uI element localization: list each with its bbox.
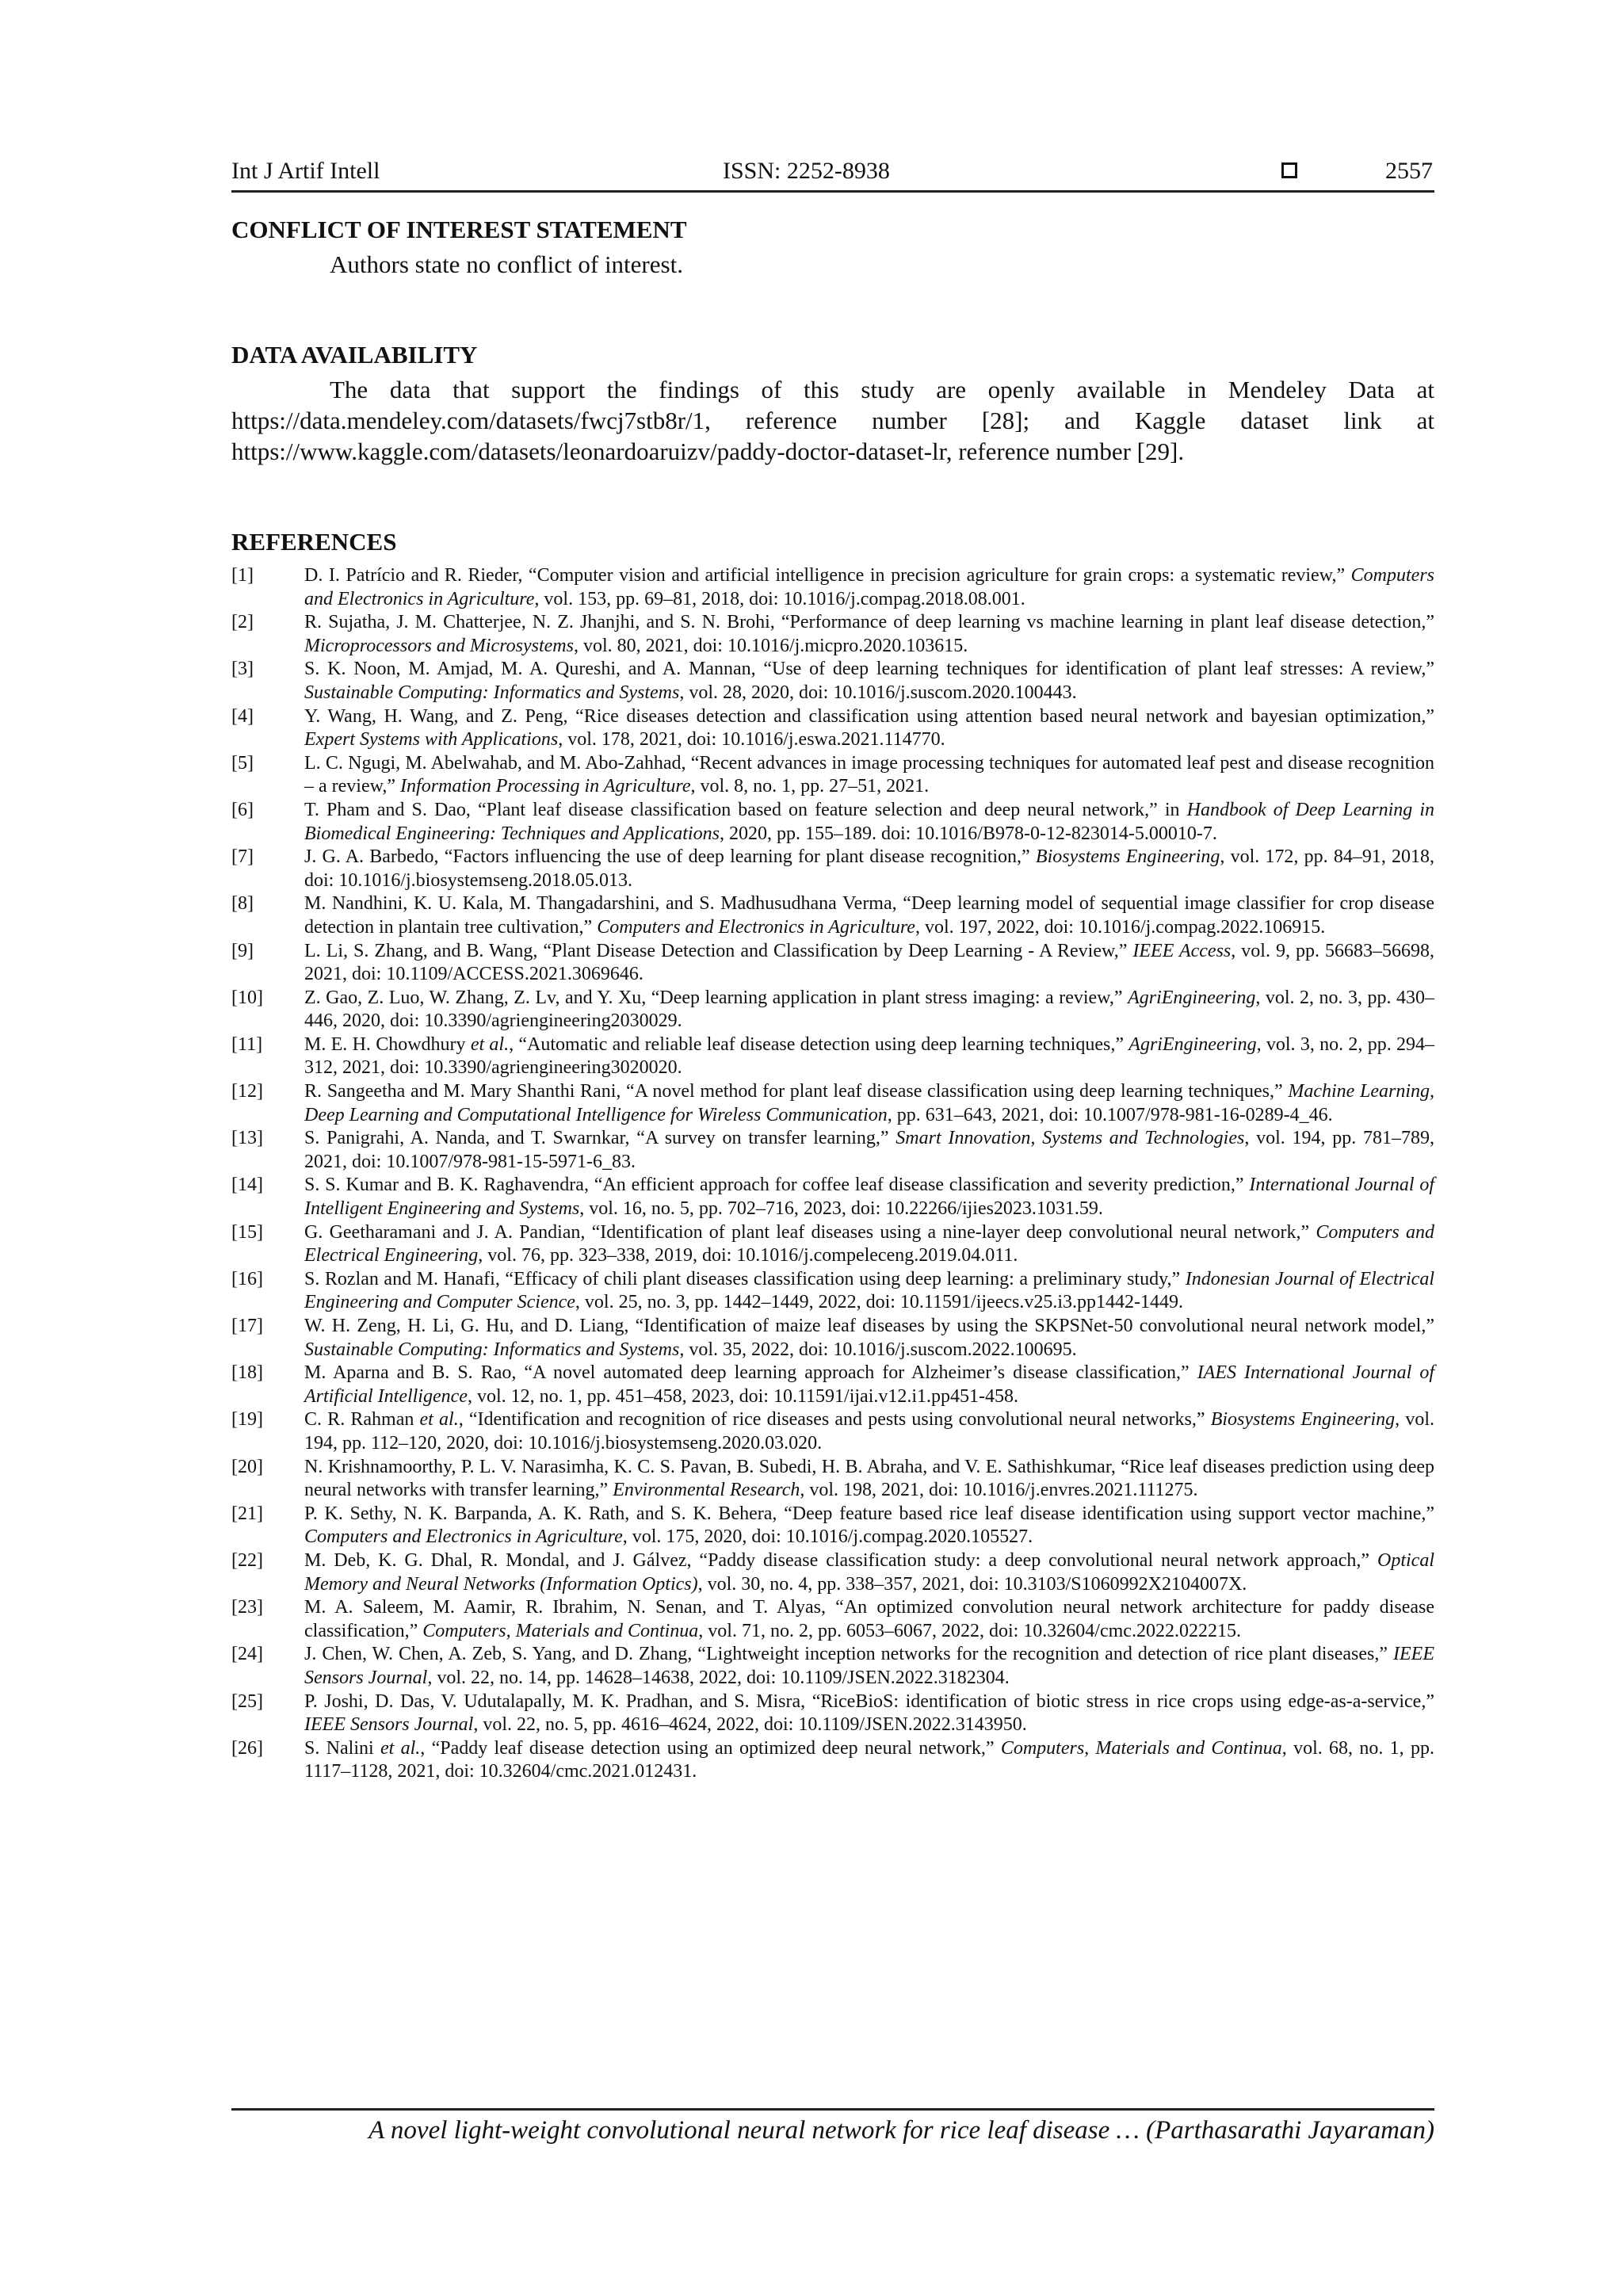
reference-text (304, 1174, 1434, 1221)
reference-number: [11] (231, 1033, 263, 1055)
reference-details: , pp. 631–643, 2021, doi: 10.1007/978-981-16-0289-4_46. (887, 1104, 1333, 1125)
reference-details: , vol. 2, no. 3, pp. 430–446, 2020, doi: 10.3390/agriengineering2030029. (304, 987, 1434, 1032)
reference-venue: Computers and Electronics in Agriculture (304, 565, 1434, 609)
footer-divider (231, 2108, 1434, 2111)
reference-venue: Computers and Electrical Engineering (304, 1221, 1434, 1266)
reference-number: [20] (231, 1456, 263, 1477)
reference-authors-title: D. I. Patrício and R. Rieder, “Computer vision and artificial intelligence in precision agriculture for grain crops: a systematic review,” (304, 565, 1351, 586)
reference-details: , vol. 68, no. 1, pp. 1117–1128, 2021, doi: 10.32604/cmc.2021.012431. (304, 1737, 1434, 1782)
reference-authors-title: N. Krishnamoorthy, P. L. V. Narasimha, K. C. S. Pavan, B. Subedi, H. B. Abraha, and V. E. Sathishkumar, “Rice leaf diseases prediction using deep neural networks with transfer learning,” (304, 1456, 1434, 1501)
reference-details: , vol. 9, pp. 56683–56698, 2021, doi: 10.1109/ACCESS.2021.3069646. (304, 940, 1434, 985)
reference-text (304, 1408, 1434, 1455)
reference-authors-title: J. G. A. Barbedo, “Factors influencing the use of deep learning for plant disease recognition,” (304, 846, 1036, 868)
reference-number: [19] (231, 1409, 263, 1431)
reference-item (231, 1643, 1434, 1690)
reference-text (304, 611, 1434, 658)
reference-text (304, 705, 1434, 752)
reference-details: , vol. 153, pp. 69–81, 2018, doi: 10.1016/j.compag.2018.08.001. (534, 588, 1025, 609)
reference-authors-title: S. Rozlan and M. Hanafi, “Efficacy of chili plant diseases classification using deep learning: a preliminary study,” (304, 1268, 1186, 1289)
reference-number: [23] (231, 1597, 263, 1618)
reference-title: , “Paddy leaf disease detection using an optimized deep neural network,” (420, 1737, 1001, 1759)
reference-item (231, 892, 1434, 939)
reference-venue: AgriEngineering (1128, 1033, 1257, 1055)
reference-number: [2] (231, 612, 254, 633)
reference-text (304, 846, 1434, 892)
reference-number: [15] (231, 1221, 263, 1243)
reference-venue: IAES International Journal of Artificial Intelligence (304, 1362, 1435, 1407)
reference-details: , 2020, pp. 155–189. doi: 10.1016/B978-0-12-823014-5.00010-7. (719, 823, 1217, 844)
reference-text (304, 1737, 1434, 1784)
reference-details: , vol. 16, no. 5, pp. 702–716, 2023, doi: 10.22266/ijies2023.1031.59. (579, 1198, 1103, 1220)
reference-et-al: et al. (380, 1737, 421, 1759)
reference-text (304, 1221, 1434, 1268)
reference-venue: International Journal of Intelligent Engineering and Systems (304, 1175, 1434, 1220)
reference-venue: IEEE Access (1132, 940, 1232, 961)
reference-details: , vol. 178, 2021, doi: 10.1016/j.eswa.2021.114770. (558, 729, 945, 751)
reference-text (304, 1080, 1434, 1127)
reference-item (231, 1221, 1434, 1268)
reference-authors-title: Z. Gao, Z. Luo, W. Zhang, Z. Lv, and Y. Xu, “Deep learning application in plant stress imaging: a review,” (304, 987, 1128, 1008)
reference-text (304, 752, 1434, 799)
reference-authors-title: L. C. Ngugi, M. Abelwahab, and M. Abo-Zahhad, “Recent advances in image processing techniques for automated leaf pest and disease recognition – a review,” (304, 752, 1434, 797)
reference-authors-title: S. S. Kumar and B. K. Raghavendra, “An efficient approach for coffee leaf disease classification and severity prediction,” (304, 1175, 1250, 1196)
reference-item (231, 846, 1434, 892)
reference-venue: Environmental Research (613, 1480, 800, 1501)
reference-number: [4] (231, 705, 254, 727)
reference-authors-title: M. A. Saleem, M. Aamir, R. Ibrahim, N. Senan, and T. Alyas, “An optimized convolution neural network architecture for paddy disease classification,” (304, 1597, 1434, 1641)
reference-text (304, 658, 1434, 705)
references-heading: REFERENCES (231, 528, 397, 556)
reference-venue: Sustainable Computing: Informatics and Systems (304, 1339, 680, 1360)
reference-venue: Optical Memory and Neural Networks (Information Optics) (304, 1549, 1434, 1595)
reference-number: [16] (231, 1268, 263, 1289)
reference-item (231, 1315, 1434, 1362)
reference-number: [18] (231, 1362, 263, 1384)
reference-item (231, 658, 1434, 705)
reference-authors-title: L. Li, S. Zhang, and B. Wang, “Plant Disease Detection and Classification by Deep Learning - A Review,” (304, 940, 1133, 961)
reference-text (304, 1362, 1434, 1408)
reference-authors-title: P. K. Sethy, N. K. Barpanda, A. K. Rath, and S. K. Behera, “Deep feature based rice leaf disease identification using support vector machine,” (304, 1503, 1434, 1524)
reference-text (304, 799, 1434, 846)
reference-item (231, 1456, 1434, 1503)
reference-title: , “Automatic and reliable leaf disease detection using deep learning techniques,” (509, 1033, 1129, 1055)
reference-text (304, 1033, 1434, 1080)
reference-authors-title: G. Geetharamani and J. A. Pandian, “Identification of plant leaf diseases using a nine-layer deep convolutional neural network,” (304, 1221, 1316, 1243)
reference-item (231, 799, 1434, 846)
reference-item (231, 705, 1434, 752)
reference-authors-title: M. Deb, K. G. Dhal, R. Mondal, and J. Gálvez, “Paddy disease classification study: a deep convolutional neural network approach,” (304, 1549, 1377, 1571)
reference-venue: Computers, Materials and Continua (1000, 1737, 1282, 1759)
conflict-paragraph (231, 249, 1434, 280)
reference-venue: Computers, Materials and Continua (422, 1620, 699, 1641)
reference-authors-title: W. H. Zeng, H. Li, G. Hu, and D. Liang, “Identification of maize leaf diseases by using the SKPSNet-50 convolutional neural network model,” (304, 1316, 1434, 1336)
reference-number: [7] (231, 846, 254, 868)
reference-list (231, 564, 1434, 1784)
reference-venue: Handbook of Deep Learning in Biomedical Engineering: Techniques and Applications (304, 799, 1435, 844)
reference-authors-title: M. Nandhini, K. U. Kala, M. Thangadarshini, and S. Madhusudhana Verma, “Deep learning model of sequential image classifier for crop disease detection in plantain tree cultivation,” (304, 893, 1434, 938)
reference-item (231, 940, 1434, 987)
reference-title: , “Identification and recognition of rice diseases and pests using convolutional neural networks,” (458, 1409, 1211, 1431)
reference-venue: Biosystems Engineering (1035, 846, 1220, 868)
reference-venue: Expert Systems with Applications (304, 729, 559, 751)
reference-number: [13] (231, 1128, 263, 1149)
reference-item (231, 1362, 1434, 1408)
reference-venue: AgriEngineering (1128, 987, 1256, 1008)
reference-authors-title: R. Sangeetha and M. Mary Shanthi Rani, “A novel method for plant leaf disease classification using deep learning techniques,” (304, 1081, 1289, 1102)
reference-authors-title: S. Panigrahi, A. Nanda, and T. Swarnkar, “A survey on transfer learning,” (304, 1128, 896, 1149)
reference-venue: Computers and Electronics in Agriculture (597, 916, 915, 938)
reference-venue: Information Processing in Agriculture (400, 776, 691, 797)
reference-venue: Sustainable Computing: Informatics and Systems (304, 682, 680, 703)
reference-text (304, 1503, 1434, 1549)
reference-details: , vol. 3, no. 2, pp. 294–312, 2021, doi: 10.3390/agriengineering3020020. (304, 1033, 1434, 1079)
reference-number: [26] (231, 1737, 263, 1759)
reference-item (231, 752, 1434, 799)
reference-authors-title: S. K. Noon, M. Amjad, M. A. Qureshi, and A. Mannan, “Use of deep learning techniques for identification of plant leaf stresses: A review,” (304, 659, 1434, 680)
reference-item (231, 1690, 1434, 1737)
reference-details: , vol. 172, pp. 84–91, 2018, doi: 10.1016/j.biosystemseng.2018.05.013. (304, 846, 1435, 891)
reference-authors-title: J. Chen, W. Chen, A. Zeb, S. Yang, and D. Zhang, “Lightweight inception networks for the recognition and detection of rice plant diseases,” (304, 1644, 1394, 1665)
reference-details: , vol. 25, no. 3, pp. 1442–1449, 2022, doi: 10.11591/ijeecs.v25.i3.pp1442-1449. (575, 1292, 1183, 1313)
reference-authors-title: S. Nalini (304, 1737, 380, 1759)
reference-item (231, 1503, 1434, 1549)
reference-item (231, 1549, 1434, 1596)
issn: ISSN: 2252-8938 (723, 158, 890, 184)
reference-number: [10] (231, 987, 263, 1008)
reference-details: , vol. 8, no. 1, pp. 27–51, 2021. (690, 776, 930, 797)
conflict-heading: CONFLICT OF INTEREST STATEMENT (231, 216, 687, 243)
reference-item (231, 1080, 1434, 1127)
reference-details: , vol. 197, 2022, doi: 10.1016/j.compag.2022.106915. (915, 916, 1326, 938)
reference-venue: Indonesian Journal of Electrical Engineering and Computer Science (304, 1268, 1435, 1313)
reference-number: [5] (231, 752, 254, 774)
reference-number: [24] (231, 1644, 263, 1665)
reference-number: [8] (231, 893, 254, 915)
reference-venue: IEEE Sensors Journal (304, 1714, 474, 1736)
page-header (231, 155, 1434, 193)
reference-text (304, 940, 1434, 987)
reference-number: [25] (231, 1690, 263, 1712)
reference-text (304, 564, 1434, 611)
reference-item (231, 1596, 1434, 1643)
reference-text (304, 1127, 1434, 1174)
reference-number: [6] (231, 799, 254, 820)
reference-venue: Smart Innovation, Systems and Technologies (896, 1128, 1245, 1149)
reference-item (231, 1408, 1434, 1455)
reference-authors-title: R. Sujatha, J. M. Chatterjee, N. Z. Jhanjhi, and S. N. Brohi, “Performance of deep learning vs machine learning in plant leaf disease detection,” (304, 612, 1434, 633)
running-title: A novel light-weight convolutional neural network for rice leaf disease … (Parthasarathi Jayaraman) (369, 2116, 1434, 2145)
reference-number: [21] (231, 1503, 263, 1524)
reference-text (304, 1549, 1434, 1596)
reference-item (231, 611, 1434, 658)
reference-number: [9] (231, 940, 254, 961)
data-availability-text: The data that support the findings of this study are openly available in Mendeley Data at https://data.mendeley.com/datasets/fwcj7stb8r/1, reference number [28]; and Kaggle dataset link at https://www.kaggle.com/datasets/leonardoaruizv/paddy-doctor-dataset-lr, reference number [29]. (231, 376, 1434, 465)
reference-details: , vol. 76, pp. 323–338, 2019, doi: 10.1016/j.compeleceng.2019.04.011. (478, 1245, 1018, 1266)
reference-item (231, 1174, 1434, 1221)
reference-details: , vol. 22, no. 14, pp. 14628–14638, 2022, doi: 10.1109/JSEN.2022.3182304. (427, 1667, 1010, 1688)
reference-number: [17] (231, 1316, 263, 1336)
journal-name: Int J Artif Intell (231, 158, 380, 184)
reference-text (304, 1456, 1434, 1503)
reference-item (231, 987, 1434, 1033)
reference-authors-title: M. E. H. Chowdhury (304, 1033, 471, 1055)
reference-number: [14] (231, 1175, 263, 1196)
reference-item (231, 1127, 1434, 1174)
reference-authors-title: M. Aparna and B. S. Rao, “A novel automated deep learning approach for Alzheimer’s disease classification,” (304, 1362, 1197, 1384)
reference-number: [1] (231, 565, 254, 586)
reference-item (231, 1737, 1434, 1784)
reference-authors-title: P. Joshi, D. Das, V. Udutalapally, M. K. Pradhan, and S. Misra, “RiceBioS: identification of biotic stress in rice crops using edge-as-a-service,” (304, 1690, 1434, 1712)
reference-text (304, 1690, 1434, 1737)
reference-number: [12] (231, 1081, 263, 1102)
conflict-text: Authors state no conflict of interest. (330, 250, 683, 278)
reference-details: , vol. 12, no. 1, pp. 451–458, 2023, doi: 10.11591/ijai.v12.i1.pp451-458. (467, 1385, 1019, 1407)
reference-text (304, 987, 1434, 1033)
reference-venue: Biosystems Engineering (1210, 1409, 1396, 1431)
reference-details: , vol. 35, 2022, doi: 10.1016/j.suscom.2022.100695. (679, 1339, 1077, 1360)
reference-details: , vol. 28, 2020, doi: 10.1016/j.suscom.2020.100443. (679, 682, 1077, 703)
reference-details: , vol. 194, pp. 781–789, 2021, doi: 10.1007/978-981-15-5971-6_83. (304, 1128, 1434, 1172)
reference-venue: Microprocessors and Microsystems (304, 635, 574, 656)
data-availability-heading: DATA AVAILABILITY (231, 341, 478, 369)
reference-details: , vol. 71, no. 2, pp. 6053–6067, 2022, doi: 10.32604/cmc.2022.022215. (698, 1620, 1241, 1641)
reference-details: , vol. 194, pp. 112–120, 2020, doi: 10.1016/j.biosystemseng.2020.03.020. (304, 1409, 1434, 1454)
reference-authors-title: Y. Wang, H. Wang, and Z. Peng, “Rice diseases detection and classification using attention based neural network and bayesian optimization,” (304, 705, 1434, 727)
reference-item (231, 564, 1434, 611)
reference-et-al: et al. (419, 1409, 459, 1431)
reference-et-al: et al. (470, 1033, 510, 1055)
square-bullet-icon (1281, 162, 1297, 178)
reference-venue: IEEE Sensors Journal (304, 1644, 1434, 1688)
reference-details: , vol. 80, 2021, doi: 10.1016/j.micpro.2020.103615. (573, 635, 968, 656)
reference-details: , vol. 198, 2021, doi: 10.1016/j.envres.2021.111275. (800, 1480, 1198, 1501)
reference-text (304, 892, 1434, 939)
reference-text (304, 1643, 1434, 1690)
reference-details: , vol. 22, no. 5, pp. 4616–4624, 2022, doi: 10.1109/JSEN.2022.3143950. (473, 1714, 1027, 1736)
page-number: 2557 (1385, 158, 1433, 184)
reference-item (231, 1033, 1434, 1080)
reference-details: , vol. 175, 2020, doi: 10.1016/j.compag.2020.105527. (622, 1526, 1033, 1548)
data-availability-paragraph (231, 374, 1434, 467)
reference-number: [3] (231, 659, 254, 680)
reference-authors-title: T. Pham and S. Dao, “Plant leaf disease classification based on feature selection and deep neural network,” in (304, 799, 1187, 820)
reference-authors-title: C. R. Rahman (304, 1409, 420, 1431)
reference-text (304, 1596, 1434, 1643)
reference-text (304, 1268, 1434, 1315)
reference-details: , vol. 30, no. 4, pp. 338–357, 2021, doi: 10.3103/S1060992X2104007X. (697, 1573, 1247, 1595)
reference-item (231, 1268, 1434, 1315)
reference-number: [22] (231, 1549, 263, 1571)
reference-venue: Computers and Electronics in Agriculture (304, 1526, 623, 1548)
reference-text (304, 1315, 1434, 1362)
reference-venue: Machine Learning, Deep Learning and Computational Intelligence for Wireless Communication (304, 1081, 1434, 1125)
